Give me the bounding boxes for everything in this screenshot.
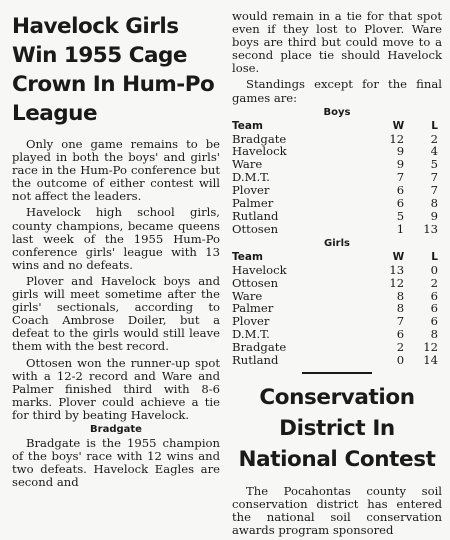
team-cell: Rutland [232, 353, 279, 368]
article-paragraph: Only one game remains to be played in both the boys' and girls' race in the Hum-Po conference but the outcome of either contest will not affect the leaders. [12, 137, 220, 204]
table-row [232, 354, 442, 367]
wins-cell: 5 [396, 209, 405, 223]
team-cell: Palmer [232, 196, 274, 211]
wins-cell: 7 [396, 170, 405, 185]
standings-intro: Standings except for the final games are: [232, 77, 442, 105]
wins-cell: 12 [389, 275, 405, 290]
wins-cell: 8 [396, 301, 405, 316]
team-header: Team [232, 119, 263, 132]
losses-cell: 14 [423, 353, 438, 368]
table-header-row [232, 120, 442, 133]
wins-cell: 7 [396, 314, 405, 329]
wins-cell: 6 [396, 327, 405, 342]
table-row [232, 223, 442, 236]
team-cell: Ware [232, 157, 263, 172]
table-row [232, 210, 442, 223]
wins-cell: 6 [396, 183, 405, 198]
wins-cell: 2 [396, 340, 405, 355]
losses-cell: 9 [430, 209, 438, 223]
losses-cell: 6 [430, 288, 438, 303]
losses-cell: 7 [430, 170, 438, 185]
table-row [232, 277, 442, 290]
losses-cell: 0 [430, 262, 438, 277]
article-paragraph: The Pocahontas county soil conservation district has entered the national soil conservation awards program sponsored [232, 483, 442, 538]
team-cell: Palmer [232, 301, 274, 316]
wins-cell: 0 [396, 353, 405, 368]
boys-standings-label: Boys [323, 106, 351, 118]
wins-cell: 8 [396, 288, 405, 303]
team-cell: Plover [232, 314, 270, 329]
article-paragraph: Havelock high school girls, county champions, became queens last week of the 1955 Hum-Po conference girls' league with 13 wins and no defeats. [12, 205, 220, 272]
girls-standings-table [232, 251, 442, 367]
section-divider [302, 372, 372, 374]
wins-cell: 9 [396, 157, 405, 172]
losses-header: L [431, 250, 438, 263]
wins-cell: 9 [396, 144, 405, 159]
losses-cell: 8 [430, 196, 438, 211]
team-header: Team [232, 250, 263, 263]
article-continuation: would remain in a tie for that spot even if they lost to Plover. Ware boys are third but could move to a second place tie should Havelock lose. [232, 9, 442, 76]
left-column [12, 10, 220, 489]
team-cell: Ottosen [232, 221, 279, 236]
team-cell: Bradgate [232, 131, 287, 146]
losses-cell: 7 [430, 183, 438, 198]
article-subhead: Bradgate [90, 423, 142, 435]
wins-cell: 13 [389, 262, 405, 277]
losses-cell: 5 [430, 157, 438, 172]
article-paragraph: Ottosen won the runner-up spot with a 12-2 record and Ware and Palmer finished third with 8-6 marks. Plover could achieve a tie for third by beating Havelock. [12, 355, 220, 422]
wins-header: W [392, 119, 405, 132]
wins-cell: 6 [396, 196, 405, 211]
losses-cell: 6 [430, 301, 438, 316]
table-row [232, 264, 442, 277]
wins-cell: 1 [396, 221, 405, 236]
losses-cell: 8 [430, 327, 438, 342]
table-row [232, 145, 442, 158]
losses-cell: 13 [423, 221, 438, 236]
losses-header: L [431, 119, 438, 132]
article-paragraph: Bradgate is the 1955 champion of the boys' race with 12 wins and two defeats. Havelock Eagles are second and [12, 435, 220, 490]
wins-cell: 12 [389, 131, 405, 146]
team-cell: Havelock [232, 144, 287, 159]
team-cell: Havelock [232, 262, 287, 277]
team-cell: Rutland [232, 209, 279, 223]
team-cell: D.M.T. [232, 327, 270, 342]
team-cell: Ottosen [232, 275, 279, 290]
losses-cell: 2 [430, 275, 438, 290]
team-cell: Bradgate [232, 340, 287, 355]
team-cell: D.M.T. [232, 170, 270, 185]
losses-cell: 12 [423, 340, 438, 355]
team-cell: Plover [232, 183, 270, 198]
girls-standings-label: Girls [324, 237, 350, 249]
team-cell: Ware [232, 288, 263, 303]
table-header-row [232, 251, 442, 264]
right-column [232, 10, 442, 537]
losses-cell: 2 [430, 131, 438, 146]
wins-header: W [392, 250, 405, 263]
losses-cell: 4 [430, 144, 438, 159]
boys-standings-table [232, 120, 442, 236]
article-headline: Havelock Girls Win 1955 Cage Crown In Hum-Po League [12, 14, 215, 126]
losses-cell: 6 [430, 314, 438, 329]
article-headline: Conservation District In National Contest [238, 384, 436, 472]
article-paragraph: Plover and Havelock boys and girls will meet sometime after the girls' sectionals, according to Coach Ambrose Doiler, but a defeat to the girls would still leave them with the best record. [12, 273, 220, 354]
